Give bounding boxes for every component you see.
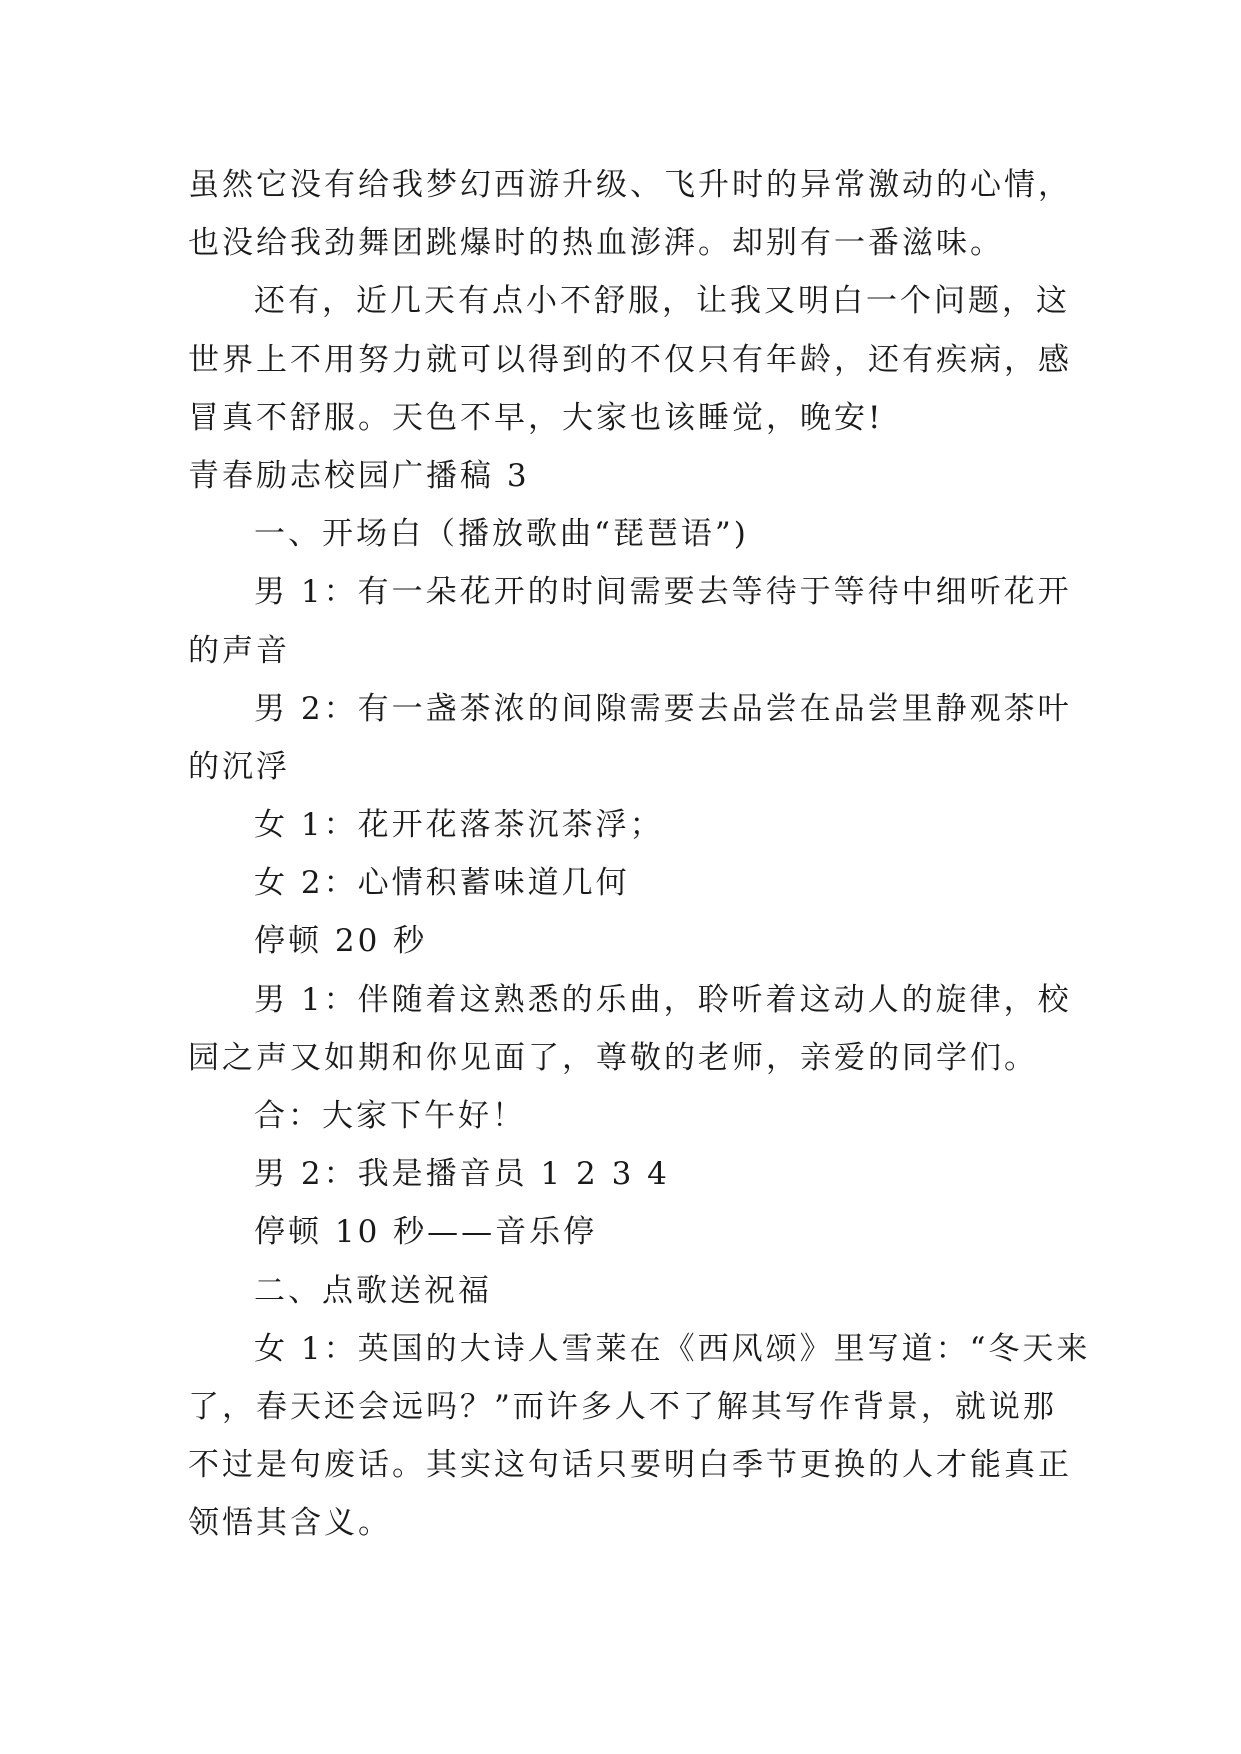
text-line: 了，春天还会远吗？”而许多人不了解其写作背景，就说那 xyxy=(188,1388,1057,1425)
text-line: 男 1：伴随着这熟悉的乐曲，聆听着这动人的旋律，校 xyxy=(254,981,1072,1018)
document-body xyxy=(188,156,1091,1553)
text-line: 冒真不舒服。天色不早，大家也该睡觉，晚安! xyxy=(188,399,884,436)
text-line: 女 2：心情积蓄味道几何 xyxy=(254,865,630,902)
text-line: 合：大家下午好！ xyxy=(254,1098,526,1134)
text-line: 男 2：有一盏茶浓的间隙需要去品尝在品尝里静观茶叶 xyxy=(254,690,1072,727)
text-line: 园之声又如期和你见面了，尊敬的老师，亲爱的同学们。 xyxy=(188,1039,1038,1076)
text-line: 男 2：我是播音员 1 2 3 4 xyxy=(254,1156,670,1193)
text-line: 虽然它没有给我梦幻西游升级、飞升时的异常激动的心情， xyxy=(188,167,1072,203)
text-line: 也没给我劲舞团跳爆时的热血澎湃。却别有一番滋味。 xyxy=(188,225,1004,262)
text-line: 女 1：英国的大诗人雪莱在《西风颂》里写道：“冬天来 xyxy=(254,1330,1091,1367)
text-line: 女 1：花开花落茶沉茶浮； xyxy=(254,807,664,844)
text-line: 男 1：有一朵花开的时间需要去等待于等待中细听花开 xyxy=(254,574,1072,611)
text-line: 的声音 xyxy=(188,632,290,669)
section-heading: 二、点歌送祝福 xyxy=(254,1272,492,1309)
section-title: 青春励志校园广播稿 3 xyxy=(188,457,530,494)
text-line: 停顿 20 秒 xyxy=(254,923,428,960)
text-line: 停顿 10 秒——音乐停 xyxy=(254,1214,598,1251)
section-heading: 一、开场白（播放歌曲“琵琶语”) xyxy=(254,516,749,553)
text-line: 不过是句废话。其实这句话只要明白季节更换的人才能真正 xyxy=(188,1447,1072,1484)
text-line: 还有，近几天有点小不舒服，让我又明白一个问题，这 xyxy=(254,283,1070,320)
text-line: 世界上不用努力就可以得到的不仅只有年龄，还有疾病，感 xyxy=(188,341,1072,378)
text-line: 领悟其含义。 xyxy=(188,1505,392,1542)
text-line: 的沉浮 xyxy=(188,748,290,785)
